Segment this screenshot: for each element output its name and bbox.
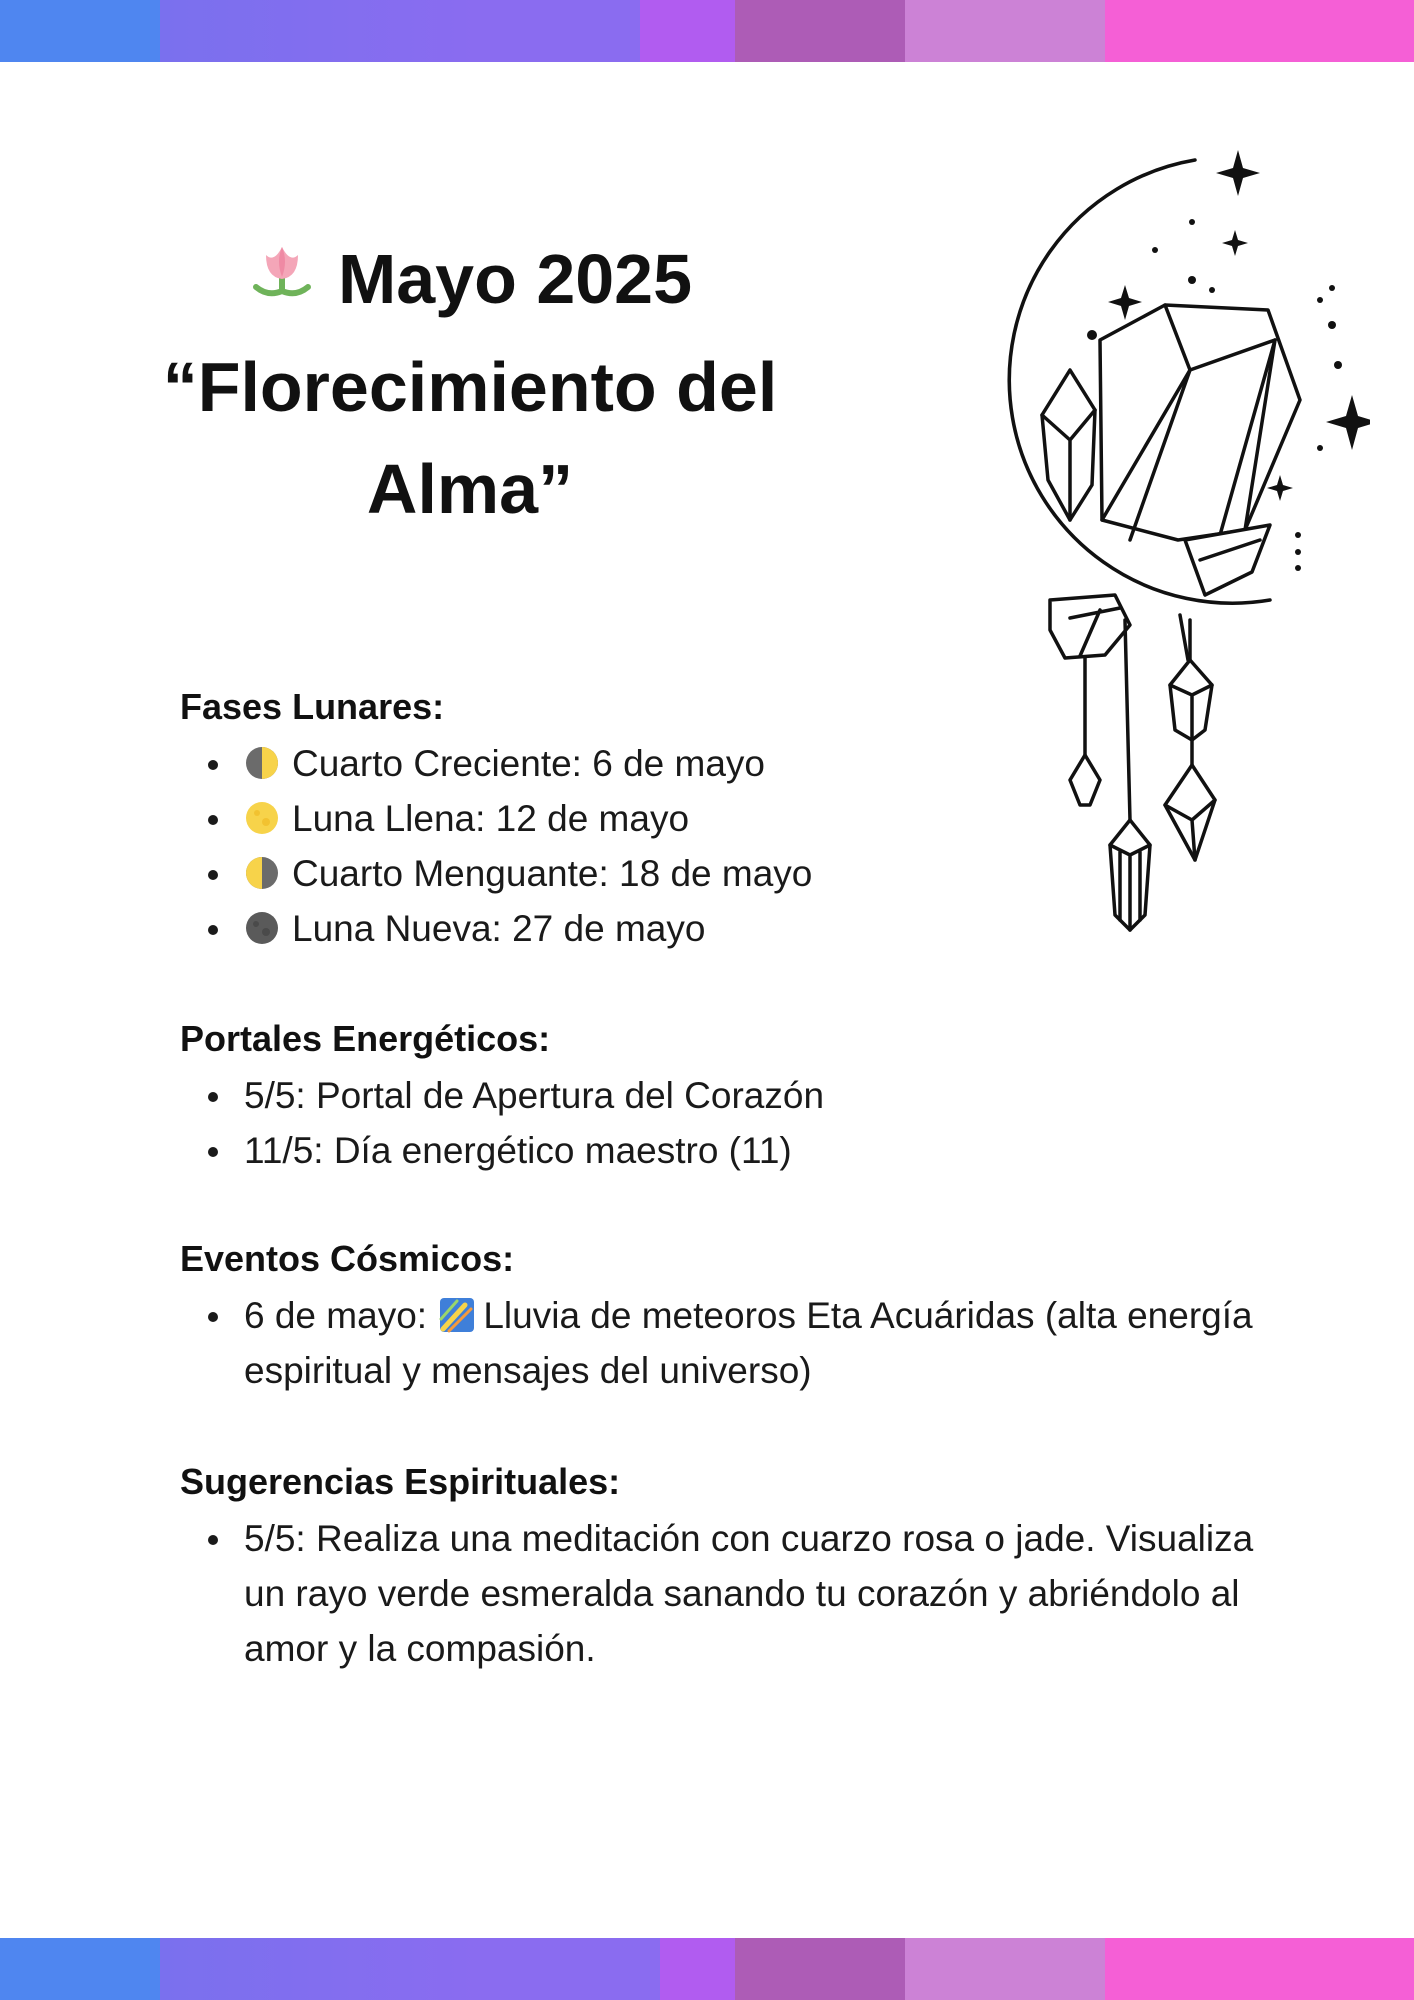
list-item: 5/5: Realiza una meditación con cuarzo rosa o jade. Visualiza un rayo verde esmeralda sanando tu corazón y abriéndolo al amor y la compasión. <box>180 1511 1270 1676</box>
lunar-phases-list <box>180 736 812 956</box>
section-heading-portales-energeticos: Portales Energéticos: <box>180 1018 551 1059</box>
spiritual-suggestions-list <box>180 1511 1270 1676</box>
title-line-1: Mayo 2025 <box>337 240 693 318</box>
list-item: 6 de mayo: Lluvia de meteoros Eta Acuáridas (alta energía espiritual y mensajes del universo) <box>180 1288 1260 1398</box>
meteor-shower-icon <box>439 1297 475 1333</box>
list-item: Cuarto Creciente: 6 de mayo <box>180 736 812 791</box>
section-heading-sugerencias-espirituales: Sugerencias Espirituales: <box>180 1461 621 1502</box>
new-moon-icon <box>244 910 280 946</box>
list-item: Luna Llena: 12 de mayo <box>180 791 812 846</box>
first-quarter-moon-icon <box>244 745 280 781</box>
cosmic-events-list <box>180 1288 1260 1398</box>
crescent-moon-crystals-illustration <box>930 140 1370 960</box>
full-moon-icon <box>244 800 280 836</box>
tulip-icon <box>248 230 316 332</box>
section-heading-eventos-cosmicos: Eventos Cósmicos: <box>180 1238 515 1279</box>
top-color-band <box>0 0 1414 62</box>
bottom-color-band <box>0 1938 1414 2000</box>
page-title <box>90 228 850 540</box>
energy-portals-list <box>180 1068 824 1178</box>
list-item: Luna Nueva: 27 de mayo <box>180 901 812 956</box>
section-heading-fases-lunares: Fases Lunares: <box>180 686 445 727</box>
title-line-3: Alma” <box>366 449 574 528</box>
list-item: 5/5: Portal de Apertura del Corazón <box>180 1068 824 1123</box>
title-line-2: “Florecimiento del <box>162 347 778 426</box>
list-item: Cuarto Menguante: 18 de mayo <box>180 846 812 901</box>
last-quarter-moon-icon <box>244 855 280 891</box>
list-item: 11/5: Día energético maestro (11) <box>180 1123 824 1178</box>
